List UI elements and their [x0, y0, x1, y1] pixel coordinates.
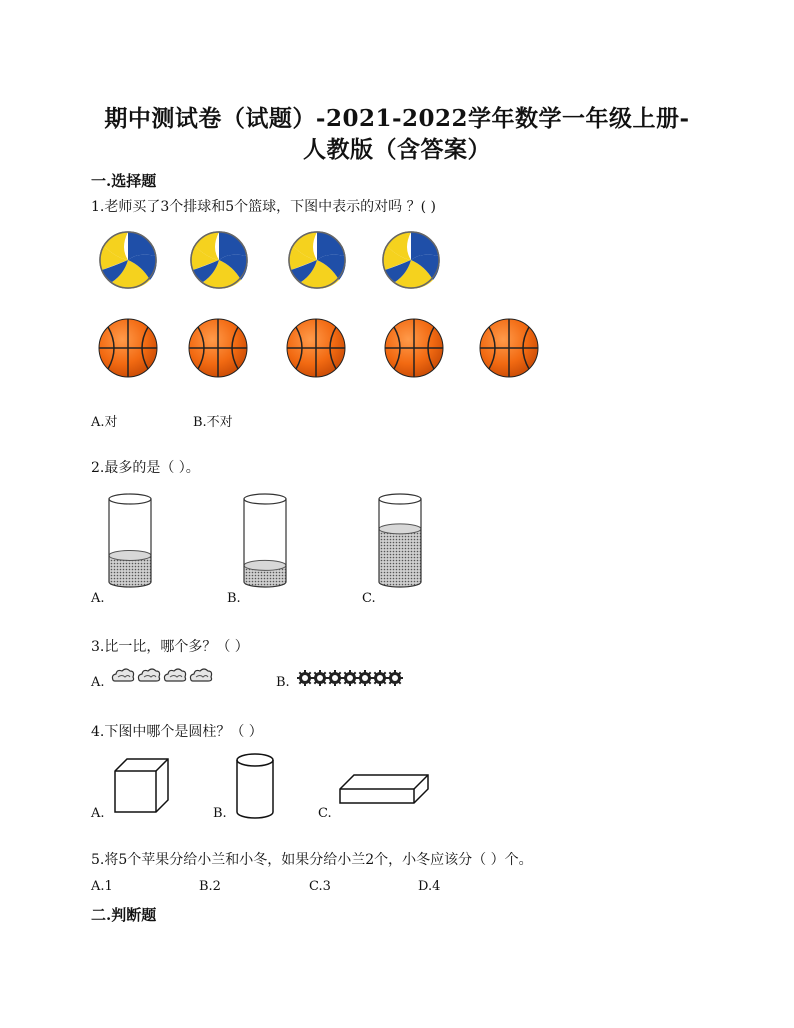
gear-icon: [312, 670, 328, 686]
cube-icon: [112, 756, 172, 816]
water-surface: [109, 550, 151, 560]
doc-title-line1: 期中测试卷（试题）-2021-2022学年数学一年级上册-: [104, 105, 690, 132]
beaker-b: [242, 493, 288, 589]
cloud-icon: [190, 669, 211, 681]
question-3-text: 3.比一比，哪个多？（ ）: [91, 639, 249, 655]
water-body: [379, 529, 421, 587]
question-1-text: 1.老师买了3个排球和5个篮球，下图中表示的对吗 ？( ): [91, 199, 436, 215]
q5-option-b[interactable]: B.2: [199, 879, 221, 894]
cloud-icon: [138, 669, 159, 681]
q2-option-a[interactable]: A.: [91, 591, 105, 606]
volleyball-icon: [191, 232, 248, 288]
q1-option-a[interactable]: A.对: [91, 415, 118, 430]
basketball-icon: [385, 319, 443, 377]
q2-option-b[interactable]: B.: [227, 591, 241, 606]
cube-svg: [112, 756, 172, 816]
beaker-rim: [109, 494, 151, 504]
cylinder-icon: [234, 752, 276, 822]
cloud-icon: [112, 669, 133, 681]
q1-option-b[interactable]: B.不对: [193, 415, 233, 430]
volleyball-icon: [383, 232, 440, 288]
gear-group: [297, 670, 407, 688]
gear-icon: [372, 670, 388, 686]
beaker-b-svg: [242, 493, 288, 589]
question-5-text: 5.将5个苹果分给小兰和小冬，如果分给小兰2个，小冬应该分（ ）个。: [91, 852, 533, 868]
beaker-c-svg: [377, 493, 423, 589]
gear-icon: [297, 670, 313, 686]
beaker-a: [107, 493, 153, 589]
q3-option-a[interactable]: A.: [91, 675, 105, 690]
cloud-group-svg: [110, 666, 214, 686]
beaker-a-svg: [107, 493, 153, 589]
q4-option-b[interactable]: B.: [213, 806, 227, 821]
basketball-icon: [287, 319, 345, 377]
question-4-text: 4.下图中哪个是圆柱？（ ）: [91, 724, 263, 740]
section-heading-choice: 一.选择题: [91, 172, 157, 190]
q5-option-a[interactable]: A.1: [91, 879, 113, 894]
gear-icon: [327, 670, 343, 686]
basketball-row-svg: [98, 317, 558, 379]
volleyball-row-svg: [98, 230, 558, 290]
q5-option-c[interactable]: C.3: [309, 879, 331, 894]
gear-icon: [357, 670, 373, 686]
gear-group-svg: [297, 670, 407, 688]
section-heading-judge: 二.判断题: [91, 906, 157, 924]
q3-option-b[interactable]: B.: [276, 675, 290, 690]
cylinder-svg: [234, 752, 276, 822]
volleyball-row: [98, 230, 558, 290]
cloud-group: [110, 666, 214, 686]
doc-title-line2: 人教版（含答案）: [303, 136, 491, 163]
gear-icon: [342, 670, 358, 686]
gear-icon: [387, 670, 403, 686]
cuboid-svg: [338, 773, 430, 805]
q4-option-c[interactable]: C.: [318, 806, 332, 821]
beaker-rim: [244, 494, 286, 504]
basketball-row: [98, 317, 558, 379]
volleyball-icon: [289, 232, 346, 288]
question-2-text: 2.最多的是（ ）。: [91, 460, 200, 476]
basketball-icon: [480, 319, 538, 377]
basketball-icon: [99, 319, 157, 377]
cuboid-icon: [338, 773, 430, 805]
q4-option-a[interactable]: A.: [91, 806, 105, 821]
volleyball-icon: [100, 232, 157, 288]
q2-option-c[interactable]: C.: [362, 591, 376, 606]
beaker-c: [377, 493, 423, 589]
q5-option-d[interactable]: D.4: [418, 879, 441, 894]
basketball-icon: [189, 319, 247, 377]
water-surface: [379, 524, 421, 534]
beaker-rim: [379, 494, 421, 504]
water-surface: [244, 560, 286, 570]
cloud-icon: [164, 669, 185, 681]
